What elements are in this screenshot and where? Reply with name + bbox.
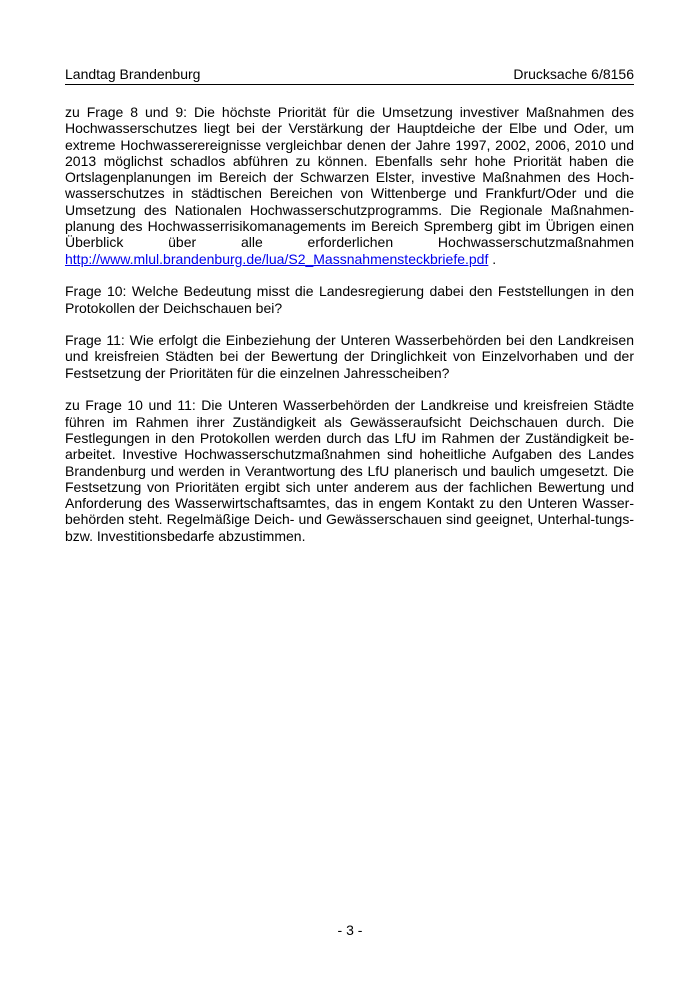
massnahmen-link[interactable]: http://www.mlul.brandenburg.de/lua/S2_Massnahmensteckbriefe.pdf — [65, 250, 489, 267]
answer-questions-8-9 — [65, 104, 634, 267]
answer-questions-10-11: zu Frage 10 und 11: Die Unteren Wasserbehörden der Landkreise und kreisfreien Städte führen im Rahmen ihrer Zuständigkeit als Gewässeraufsicht Deichschauen durch. Die Festlegungen in den Protokollen werden durch das LfU im Rahmen der Zuständigkeit be-arbeitet. Investive Hochwasserschutzmaßnahmen sind hoheitliche Aufgaben des Landes Brandenburg und werden in Verantwortung des LfU planerisch und baulich umgesetzt. Die Festsetzung von Prioritäten ergibt sich unter anderem aus der fachlichen Bewertung und Anforderung des Wasserwirtschaftsamtes, das in engem Kontakt zu den Unteren Wasser-behörden steht. Regelmäßige Deich- und Gewässerschauen sind geeignet, Unterhal-tungs- bzw. Investitionsbedarfe abzustimmen. — [65, 397, 634, 544]
header-right: Drucksache 6/8156 — [513, 66, 634, 82]
header-left: Landtag Brandenburg — [65, 66, 201, 82]
question-10: Frage 10: Welche Bedeutung misst die Landesregierung dabei den Feststellungen in den Protokollen der Deichschauen bei? — [65, 283, 634, 316]
question-11: Frage 11: Wie erfolgt die Einbeziehung der Unteren Wasserbehörden bei den Landkreisen und kreisfreien Städten bei der Bewertung der Dringlichkeit von Einzelvorhaben und der Festsetzung der Prioritäten für die einzelnen Jahresscheiben? — [65, 332, 634, 381]
page-number: - 3 - — [337, 922, 363, 938]
answer-8-9-end: . — [488, 250, 497, 267]
page-header — [65, 66, 634, 85]
document-body — [65, 104, 634, 560]
answer-8-9-text: zu Frage 8 und 9: Die höchste Priorität für die Umsetzung investiver Maßnahmen des Hochwasserschutzes liegt bei der Verstärkung der Hauptdeiche der Elbe und Oder, um extreme Hochwasserereignisse vergleichbar denen der Jahre 1997, 2002, 2006, 2010 und 2013 möglichst schadlos abführen zu können. Ebenfalls sehr hohe Priorität haben die Ortslagenplanungen im Bereich der Schwarzen Elster, investive Maßnahmen des Hoch-wasserschutzes in städtischen Bereichen von Wittenberge und Frankfurt/Oder und die Umsetzung des Nationalen Hochwasserschutzprogramms. Die Regionale Maßnahmen-planung des Hochwasserrisikomanagements im Bereich Spremberg gibt im Übrigen einen Überblick über alle erforderlichen Hochwasserschutzmaßnahmen — [65, 104, 634, 251]
